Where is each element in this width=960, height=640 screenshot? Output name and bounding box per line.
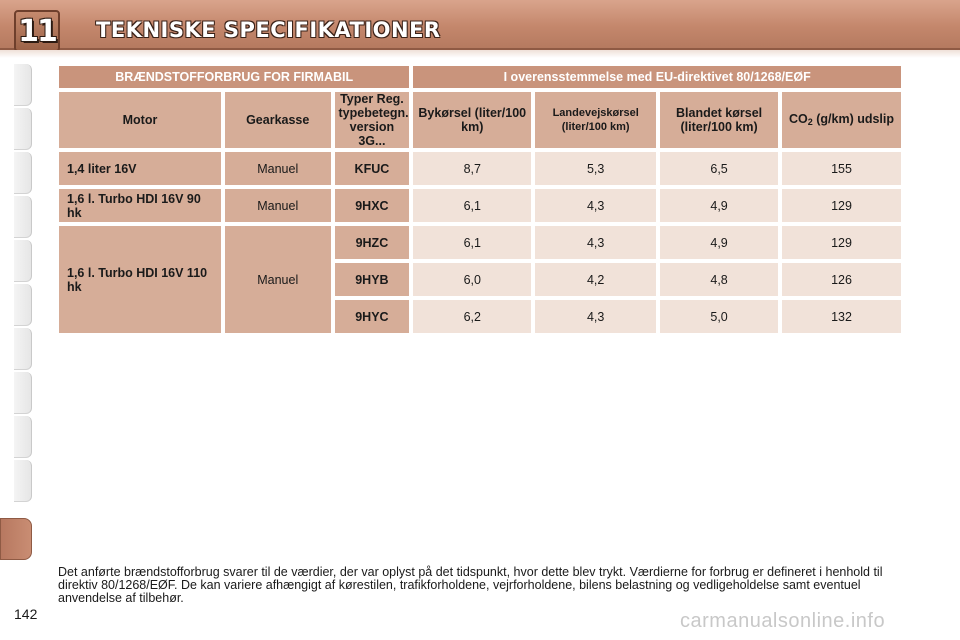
motor-cell: 1,6 l. Turbo HDI 16V 110 hk: [59, 226, 221, 333]
type-cell: 9HYC: [335, 300, 410, 333]
co2-cell: 126: [782, 263, 901, 296]
super-header-eu-directive: I overensstemmelse med EU-direktivet 80/1268/EØF: [413, 66, 901, 88]
chapter-tab-7[interactable]: [14, 328, 32, 370]
co2-unit-label: (g/km) udslip: [812, 111, 895, 126]
chapter-tab-4[interactable]: [14, 196, 32, 238]
footnote-text: Det anførte brændstofforbrug svarer til de værdier, der var oplyst på det tidspunkt, hvor dette blev trykt. Værdierne for forbrug er defineret i henhold til direktiv 80/1268/EØF. De kan variere afhængigt af kørestilen, trafikforholdene, vejrforholdene, bilens belastning og vedligeholdelse samt eventuel anvendelse af tilbehør.: [58, 565, 883, 605]
col-header-motor: Motor: [59, 92, 221, 148]
gearbox-cell: Manuel: [225, 152, 331, 185]
chapter-number-badge: 11: [14, 10, 60, 52]
road-cell: 4,3: [535, 226, 656, 259]
chapter-tab-strip: [0, 64, 34, 564]
header-shadow: [0, 50, 960, 58]
motor-cell: 1,6 l. Turbo HDI 16V 90 hk: [59, 189, 221, 222]
page-number: 142: [14, 606, 38, 622]
chapter-tab-6[interactable]: [14, 284, 32, 326]
table-super-header: [59, 66, 901, 88]
gearbox-cell: Manuel: [225, 226, 331, 333]
chapter-tab-3[interactable]: [14, 152, 32, 194]
chapter-tab-8[interactable]: [14, 372, 32, 414]
co2-subscript: 2: [807, 116, 813, 127]
table-row: [59, 226, 901, 259]
col-header-mixed: Blandet kørsel (liter/100 km): [660, 92, 778, 148]
road-cell: 4,3: [535, 300, 656, 333]
mixed-cell: 6,5: [660, 152, 778, 185]
chapter-tab-1[interactable]: [14, 64, 32, 106]
fuel-consumption-table: [55, 62, 905, 337]
table-row: [59, 189, 901, 222]
road-cell: 4,2: [535, 263, 656, 296]
type-cell: KFUC: [335, 152, 410, 185]
type-cell: 9HXC: [335, 189, 410, 222]
co2-cell: 132: [782, 300, 901, 333]
co2-cell: 155: [782, 152, 901, 185]
chapter-title: TEKNISKE SPECIFIKATIONER: [96, 18, 441, 42]
type-cell: 9HYB: [335, 263, 410, 296]
city-cell: 6,0: [413, 263, 531, 296]
co2-label: CO: [789, 111, 808, 126]
city-cell: 6,2: [413, 300, 531, 333]
col-header-city: Bykørsel (liter/100 km): [413, 92, 531, 148]
col-header-gearbox: Gearkasse: [225, 92, 331, 148]
motor-cell: 1,4 liter 16V: [59, 152, 221, 185]
chapter-tab-11-active[interactable]: [0, 518, 32, 560]
chapter-header: [0, 0, 960, 50]
table-column-headers: [59, 92, 901, 148]
gearbox-cell: Manuel: [225, 189, 331, 222]
chapter-tab-5[interactable]: [14, 240, 32, 282]
road-cell: 5,3: [535, 152, 656, 185]
road-cell: 4,3: [535, 189, 656, 222]
table-row: [59, 152, 901, 185]
type-cell: 9HZC: [335, 226, 410, 259]
watermark: carmanualsonline.info: [680, 610, 886, 632]
chapter-tab-9[interactable]: [14, 416, 32, 458]
col-header-type: Typer Reg. typebetegn. version 3G...: [335, 92, 410, 148]
super-header-company-car: BRÆNDSTOFFORBRUG FOR FIRMABIL: [59, 66, 409, 88]
mixed-cell: 5,0: [660, 300, 778, 333]
chapter-tab-2[interactable]: [14, 108, 32, 150]
city-cell: 8,7: [413, 152, 531, 185]
col-header-road: Landevejskørsel (liter/100 km): [535, 92, 656, 148]
city-cell: 6,1: [413, 226, 531, 259]
city-cell: 6,1: [413, 189, 531, 222]
mixed-cell: 4,8: [660, 263, 778, 296]
chapter-tab-10[interactable]: [14, 460, 32, 502]
co2-cell: 129: [782, 189, 901, 222]
col-header-co2: [782, 92, 901, 148]
mixed-cell: 4,9: [660, 189, 778, 222]
mixed-cell: 4,9: [660, 226, 778, 259]
co2-cell: 129: [782, 226, 901, 259]
